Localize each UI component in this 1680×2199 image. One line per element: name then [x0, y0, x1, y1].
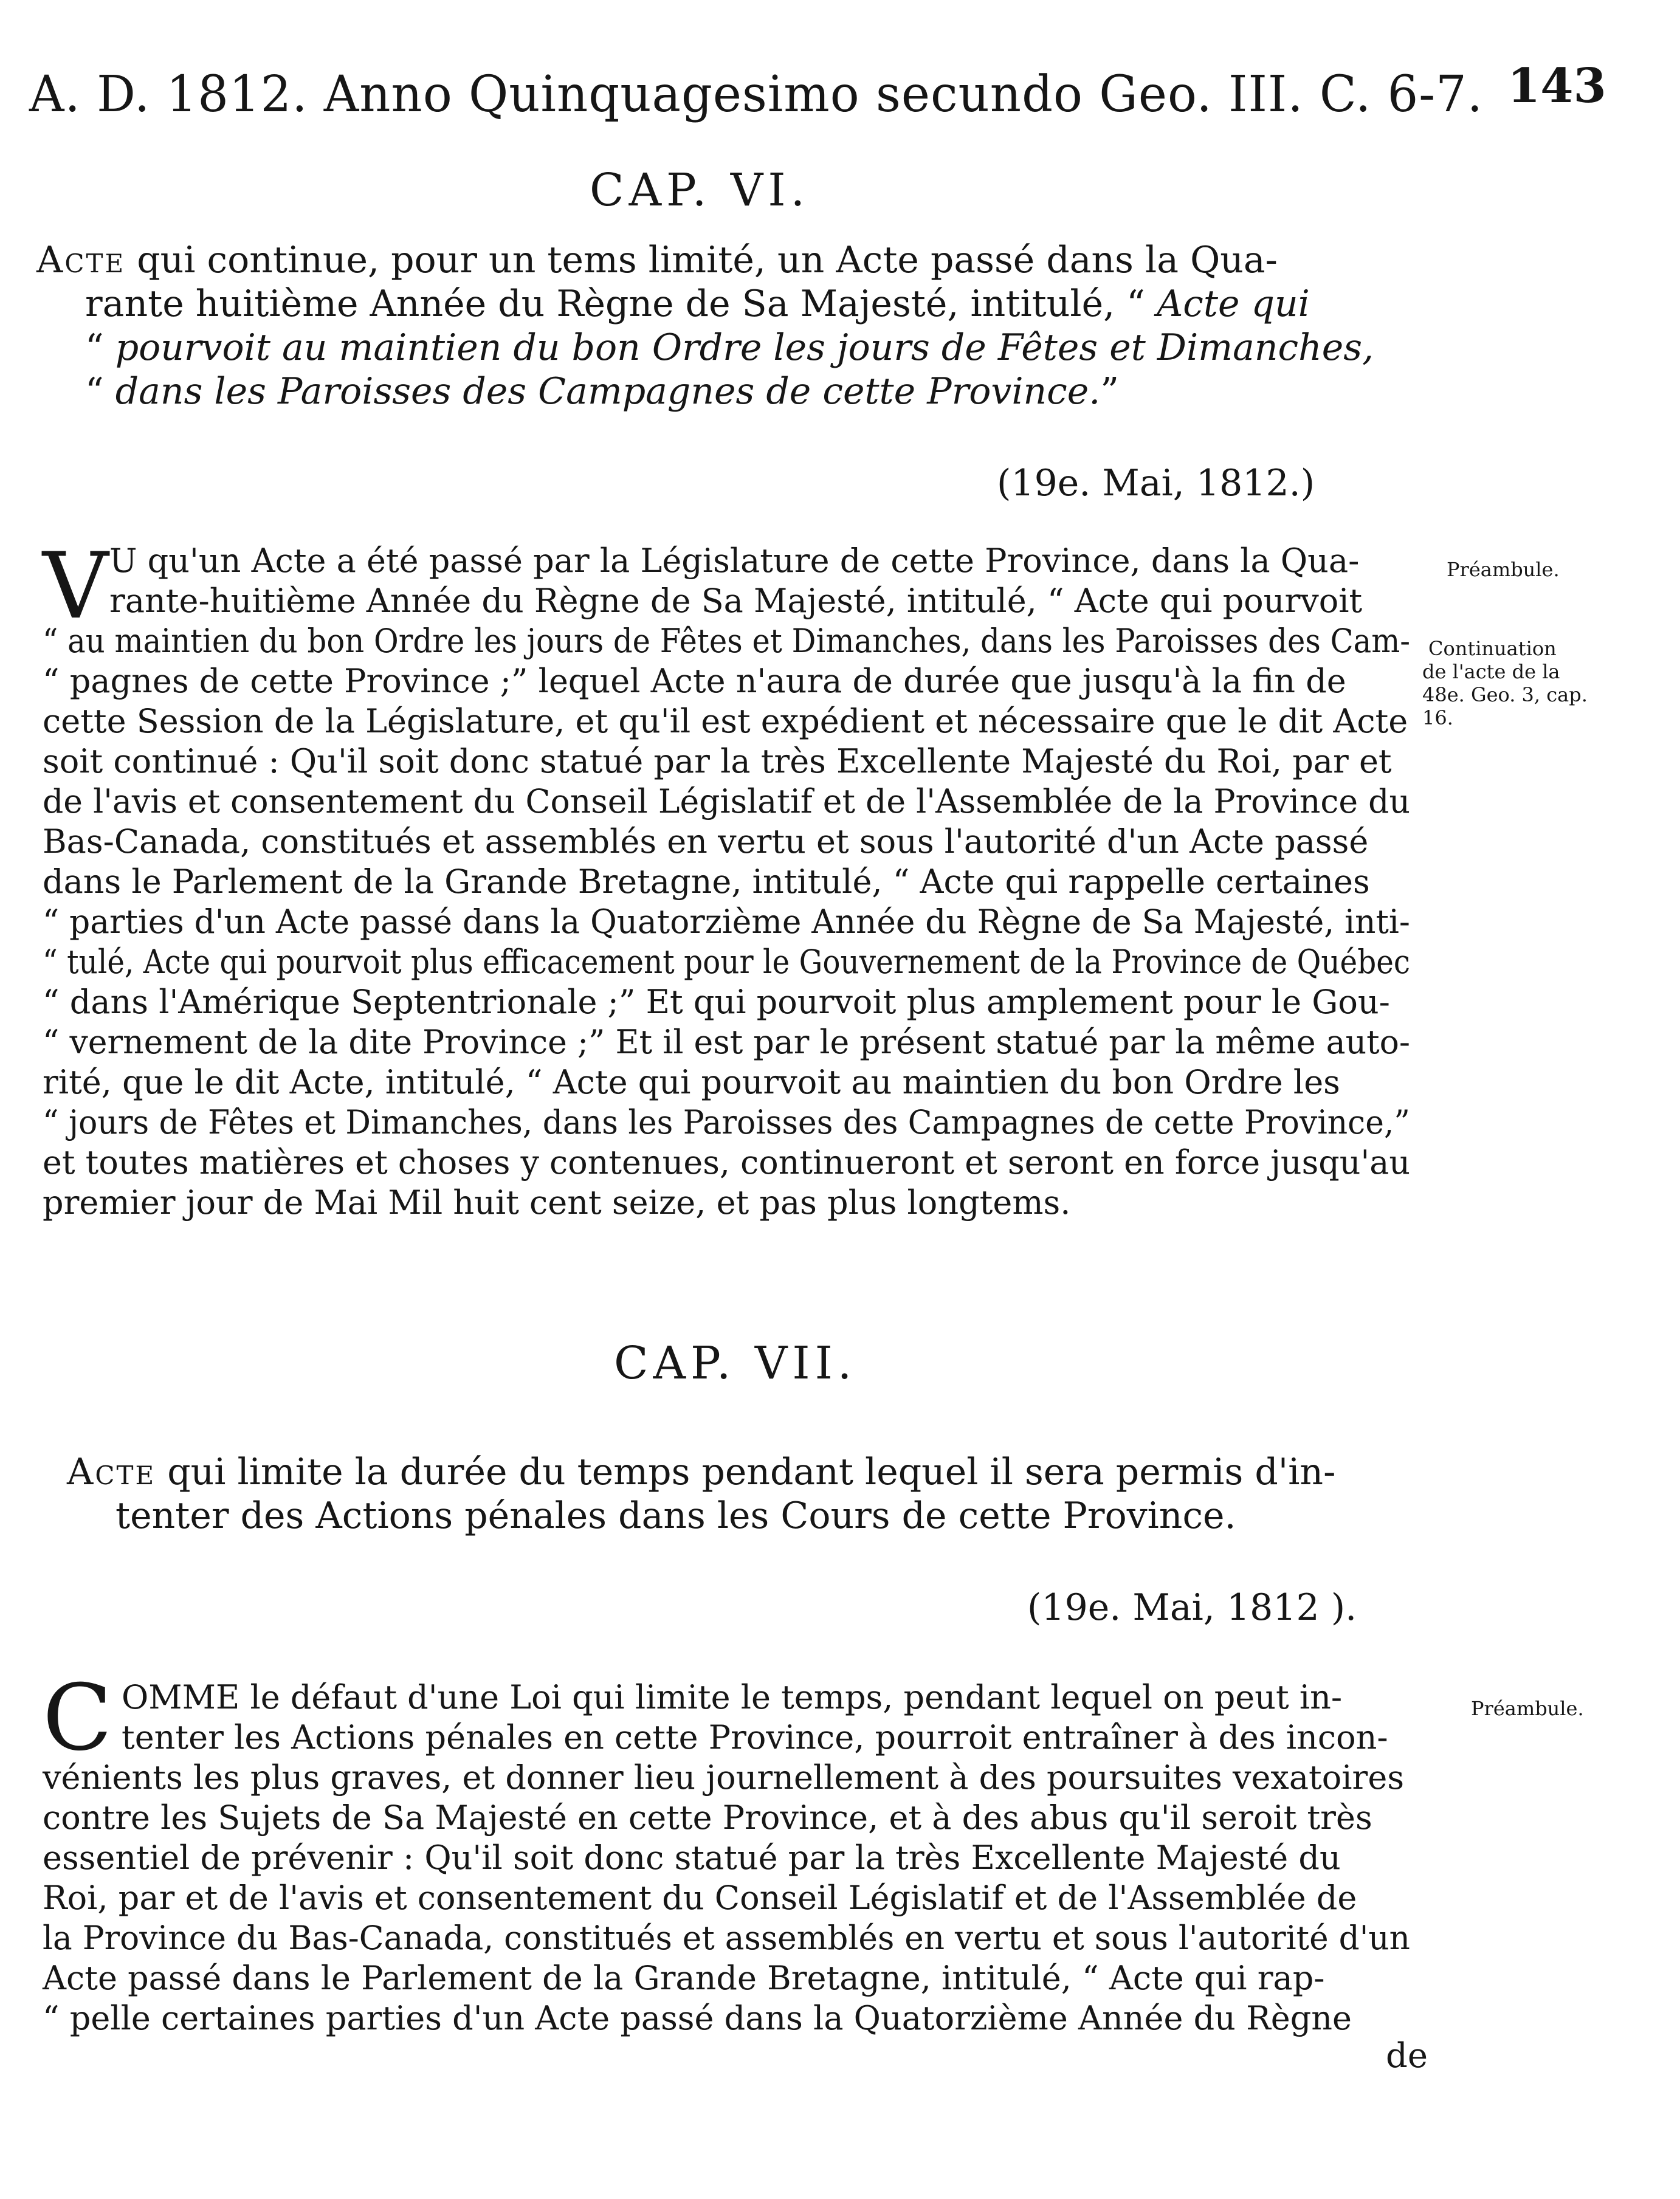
body-line: OMME le défaut d'une Loi qui limite le temps, pendant lequel on peut in- — [122, 1678, 1343, 1716]
margin-note-line: Continuation — [1428, 637, 1557, 660]
margin-note-preamble: Préambule. — [1447, 558, 1560, 581]
body-line: rité, que le dit Acte, intitulé, “ Acte qui pourvoit au maintien du bon Ordre les — [43, 1063, 1340, 1101]
body-line: tenter les Actions pénales en cette Province, pourroit entraîner à des incon- — [122, 1718, 1388, 1757]
body-line: cette Session de la Législature, et qu'il est expédient et nécessaire que le dit Acte — [43, 702, 1408, 740]
body-line: vénients les plus graves, et donner lieu journellement à des poursuites vexatoires — [43, 1758, 1405, 1797]
body-line: “ tulé, Acte qui pourvoit plus efficacement pour le Gouvernement de la Province de Québec — [43, 943, 1411, 981]
title-quote-mark: ” — [1100, 370, 1120, 413]
title-line — [36, 238, 1278, 282]
title-quote-mark: “ — [85, 326, 115, 369]
chapter-heading-vii: CAP. VII. — [614, 1337, 857, 1389]
body-line: U qu'un Acte a été passé par la Législature de cette Province, dans la Qua- — [109, 542, 1360, 580]
chapter-heading-vi: CAP. VI. — [590, 164, 810, 216]
title-lead-word: Acte — [36, 239, 126, 281]
chapter-vii-date: (19e. Mai, 1812 ). — [1027, 1586, 1357, 1629]
body-line: “ pagnes de cette Province ;” lequel Acte n'aura de durée que jusqu'à la fin de — [43, 662, 1346, 700]
margin-note-line: de l'acte de la — [1422, 660, 1560, 683]
title-text: qui continue, pour un tems limité, un Acte passé dans la Qua- — [125, 239, 1278, 281]
body-line: “ jours de Fêtes et Dimanches, dans les Paroisses des Campagnes de cette Province,” — [43, 1103, 1410, 1141]
body-line: “ pelle certaines parties d'un Acte passé dans la Quatorzième Année du Règne — [43, 1999, 1352, 2037]
title-lead-word: Acte — [67, 1451, 156, 1493]
body-line: “ parties d'un Acte passé dans la Quatorzième Année du Règne de Sa Majesté, inti- — [43, 903, 1410, 941]
title-text: qui limite la durée du temps pendant lequel il sera permis d'in- — [156, 1451, 1336, 1493]
title-italic-text: Acte qui — [1156, 283, 1310, 325]
margin-note-preamble: Préambule. — [1471, 1697, 1584, 1720]
body-line: de l'avis et consentement du Conseil Législatif et de l'Assemblée de la Province du — [43, 782, 1410, 821]
body-line: dans le Parlement de la Grande Bretagne, intitulé, “ Acte qui rappelle certaines — [43, 862, 1370, 901]
chapter-vi-date: (19e. Mai, 1812.) — [997, 462, 1315, 504]
body-line: et toutes matières et choses y contenues, continueront et seront en force jusqu'au — [43, 1143, 1411, 1182]
title-line: tenter des Actions pénales dans les Cours de cette Province. — [115, 1495, 1236, 1537]
running-header: A. D. 1812. Anno Quinquagesimo secundo Geo. III. C. 6-7. — [29, 66, 1484, 123]
body-line: premier jour de Mai Mil huit cent seize, et pas plus longtems. — [43, 1183, 1071, 1222]
drop-cap: C — [43, 1665, 112, 1771]
body-line: Bas-Canada, constitués et assemblés en vertu et sous l'autorité d'un Acte passé — [43, 822, 1369, 861]
margin-note-line: 48e. Geo. 3, cap. — [1422, 683, 1588, 706]
body-line: essentiel de prévenir : Qu'il soit donc statué par la très Excellente Majesté du — [43, 1839, 1341, 1877]
chapter-vi-body — [43, 534, 1411, 1234]
chapter-vi-title — [36, 238, 1434, 439]
body-line: “ vernement de la dite Province ;” Et il est par le présent statué par la même auto- — [43, 1023, 1411, 1061]
title-line — [85, 370, 1119, 413]
body-line: la Province du Bas-Canada, constitués et assemblés en vertu et sous l'autorité d'un — [43, 1919, 1411, 1957]
title-line — [85, 326, 1374, 370]
body-line: soit continué : Qu'il soit donc statué par la très Excellente Majesté du Roi, par et — [43, 742, 1392, 780]
chapter-vii-title — [67, 1450, 1434, 1541]
catchword: de — [1386, 2036, 1428, 2076]
body-line: rante-huitième Année du Règne de Sa Majesté, intitulé, “ Acte qui pourvoit — [109, 582, 1363, 620]
body-line: “ dans l'Amérique Septentrionale ;” Et qui pourvoit plus amplement pour le Gou- — [43, 983, 1390, 1021]
body-line: Roi, par et de l'avis et consentement du Conseil Législatif et de l'Assemblée de — [43, 1879, 1357, 1917]
body-line: contre les Sujets de Sa Majesté en cette Province, et à des abus qu'il seroit très — [43, 1798, 1372, 1837]
page-number: 143 — [1507, 58, 1606, 114]
title-line — [67, 1450, 1335, 1494]
title-line — [85, 282, 1310, 326]
title-quote-mark: “ — [85, 370, 115, 413]
margin-note-line: 16. — [1422, 706, 1453, 729]
title-italic-text: pourvoit au maintien du bon Ordre les jours de Fêtes et Dimanches, — [115, 326, 1374, 369]
margin-note-continuation — [1422, 637, 1665, 729]
chapter-vii-body — [43, 1665, 1411, 2067]
body-line: “ au maintien du bon Ordre les jours de Fêtes et Dimanches, dans les Paroisses des Cam- — [43, 622, 1411, 660]
title-text: rante huitième Année du Règne de Sa Majesté, intitulé, “ — [85, 283, 1157, 325]
drop-cap: V — [43, 534, 109, 639]
title-italic-text: dans les Paroisses des Campagnes de cette Province. — [115, 370, 1101, 413]
body-line: Acte passé dans le Parlement de la Grande Bretagne, intitulé, “ Acte qui rap- — [43, 1959, 1325, 1997]
